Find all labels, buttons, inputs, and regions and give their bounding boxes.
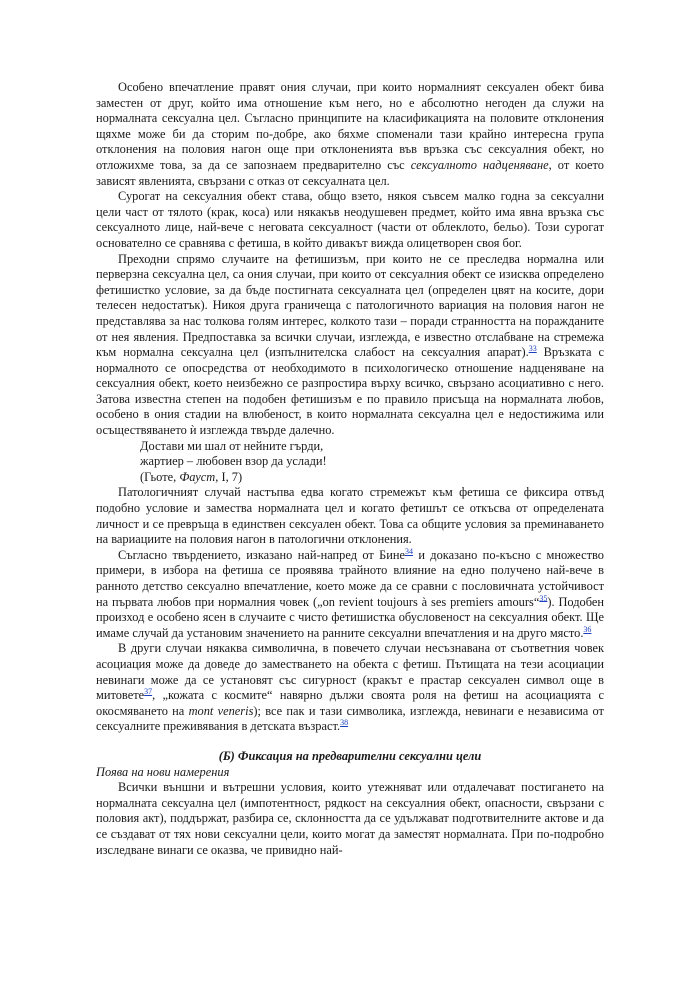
paragraph-2: Сурогат на сексуалния обект става, общо взето, някоя съвсем малко годна за сексуални цели част от тялото (крак, коса) или някакъв неодушевен предмет, който има явна връзка със сексуалното лице, най-вече с неговата сексуалност (части от облеклото, бельо). Този сурогат основателно се сравнява с фетиша, в който дивакът вижда олицетворен своя бог.: [96, 189, 604, 250]
paragraph-3: [96, 252, 604, 439]
italic-term: сексуалното надценяване: [410, 157, 549, 172]
verse-line-1: Достави ми шал от нейните гърди,: [140, 438, 324, 453]
verse-citation: [140, 470, 604, 486]
text-run: ). Подобен произход е особено ясен в случаите с чисто фетишистка обусловеност на сексуалния обект. Ще имаме случай да установим значението на ранните сексуални впечатления и на друго място.: [96, 594, 605, 640]
paragraph-4: Патологичният случай настъпва едва когато стремежът към фетиша се фиксира отвъд подобно условие и замества нормалната цел и когато фетишът се откъсва от определената личност и се превръща в единствен сексуален обект. Това са общите условия за преминаването на вариациите на половия нагон в патологични отклонения.: [96, 485, 604, 547]
text-run: Преходни спрямо случаите на фетишизъм, при които не се преследва нормална или перверзна сексуална цел, са ония случаи, при които от сексуалния обект се изисква определено фетишистко условие, за да бъде постигната сексуалната цел (определен цвят на косите, дори телесен недостатък). Никоя друга граничеща с патологичното вариация на половия нагон не представлява за нас толкова голям интерес, колкото тази – поради странността на поражданите от нея явления. Предпоставка за всички случаи, изглежда, е известно отслабване на стремежа към нормална сексуална цел (изпълнителска слабост на сексуалния апарат).: [96, 251, 604, 360]
footnote-link-36[interactable]: 36: [583, 624, 592, 634]
paragraph-7: Всички външни и вътрешни условия, които утежняват или отдалечават постигането на нормалната сексуална цел (импотентност, рядкост на сексуалния обект, опасности, свързани с половия акт), поддържат, разбира се, склонността да се удължават подготвителните актове и да се създават от тях нови сексуални цели, които могат да заместят нормалната. При по-подробно изследване винаги се оказва, че привидно най-: [96, 780, 604, 857]
text-run: Съгласно твърдението, изказано най-напред от Бине: [118, 547, 406, 562]
paragraph-5: [96, 548, 604, 642]
text-run: , I, 7): [215, 469, 243, 484]
verse-line-2: жартиер – любовен взор да услади!: [140, 454, 327, 469]
text-run: , от което зависят явленията, свързани с отказ от сексуалната цел.: [96, 157, 604, 188]
verse-quote: [118, 439, 604, 486]
section-heading: (Б) Фиксация на предварителни сексуални цели: [218, 748, 482, 763]
footnote-link-37[interactable]: 37: [144, 687, 153, 697]
section-subheading: Поява на нови намерения: [96, 764, 230, 779]
paragraph-1: [96, 80, 604, 189]
italic-title: Фауст: [179, 469, 216, 484]
text-run: (Гьоте,: [140, 469, 180, 484]
text-run: Връзката с нормалното се опосредства от необходимото в психологическо отношение надценяване на сексуалния обект, което неизбежно се разпростира върху всичко, свързано асоциативно с него. Затова известна степен на подобен фетишизъм е по правило присъща на нормалната любов, особено в ония стадии на влюбеност, в които нормалната сексуална цел е недостижима или осъществяването ѝ изглежда твърде далечно.: [96, 345, 604, 438]
text-run: В други случаи някаква символична, в повечето случаи несъзнавана от съответния човек асоциация може да доведе до заместването на обекта с фетиш. Пътищата на тези асоциации невинаги може да се установят със сигурност (кракът е прастар сексуален символ още в митовете: [96, 641, 604, 703]
italic-term: mont veneris: [188, 703, 254, 718]
footnote-link-35[interactable]: 35: [539, 593, 548, 603]
text-run: Особено впечатление правят ония случаи, при които нормалният сексуален обект бива заместен от друг, който има отношение към него, но е абсолютно негоден да служи на нормалната сексуална цел. Съгласно принципите на класификацията на половите отклонения щяхме може би да сторим по-добре, ако бяхме споменали тази крайно интересна група отклонения на половия нагон още при отклоненията във връзка със сексуалния обект, но отложихме това, за да се запознаем предварително със: [96, 80, 604, 172]
footnote-link-38[interactable]: 38: [340, 718, 349, 728]
footnote-link-33[interactable]: 33: [528, 343, 537, 353]
text-run: ); все пак и тази символика, изглежда, невинаги е независима от сексуалните преживявания в детската възраст.: [96, 703, 604, 734]
footnote-link-34[interactable]: 34: [405, 546, 414, 556]
text-run: , „кожата с космите“ навярно дължи своята роля на фетиш на асоциацията с окосмяването на: [96, 688, 604, 718]
paragraph-6: [96, 641, 604, 735]
text-run: и доказано по-късно с множество примери, в избора на фетиша се проявява трайното влияние на едно получено най-вече в ранното детство сексуално впечатление, което може да се сравни с пословичната устойчивост на първата любов при нормалния човек („on revient toujours à ses premiers amours“: [96, 547, 604, 609]
